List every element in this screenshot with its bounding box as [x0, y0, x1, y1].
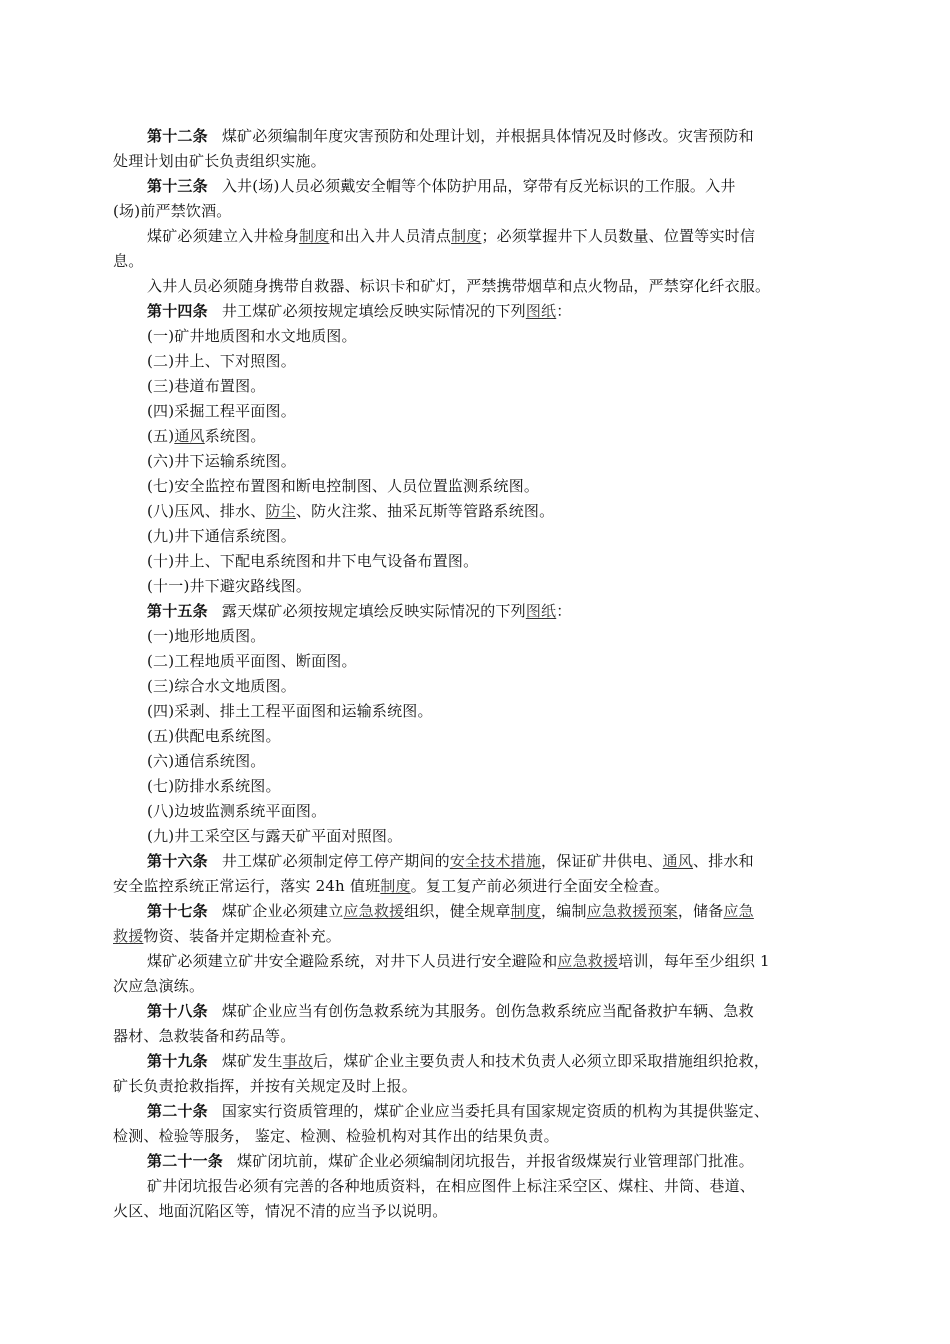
link-tongfeng[interactable]: 通风: [174, 427, 205, 445]
text-segment: 系统图。: [204, 427, 266, 445]
text-segment: ，保证矿井供电、: [541, 852, 663, 870]
list-item: (三)综合水文地质图。: [147, 677, 296, 695]
list-item: (九)井下通信系统图。: [147, 527, 296, 545]
text-segment: 煤矿发生: [221, 1052, 283, 1070]
article-19-line-2: 矿长负责抢救指挥，并按有关规定及时上报。: [113, 1077, 418, 1095]
article-21-para-2-line-2: 火区、地面沉陷区等，情况不清的应当予以说明。: [113, 1202, 448, 1220]
article-13-para-3: 入井人员必须随身携带自救器、标识卡和矿灯，严禁携带烟草和点火物品，严禁穿化纤衣服。: [147, 277, 771, 295]
list-item: (四)采掘工程平面图。: [147, 402, 296, 420]
text-segment: 后，煤矿企业主要负责人和技术负责人必须立即采取措施组织抢救，: [313, 1052, 770, 1070]
text-segment: ；必须掌握井下人员数量、位置等实时信: [481, 227, 756, 245]
list-item: (三)巷道布置图。: [147, 377, 266, 395]
article-21-para-2-line-1: 矿井闭坑报告必须有完善的各种地质资料，在相应图件上标注采空区、煤柱、井筒、巷道、: [147, 1177, 756, 1195]
text-segment: ，编制: [541, 902, 587, 920]
text-segment: 和出入井人员清点: [329, 227, 452, 245]
text-segment: 煤矿必须建立入井检身: [147, 227, 300, 245]
text-segment: 煤矿企业必须建立: [221, 902, 344, 920]
link-tongfeng[interactable]: 通风: [662, 852, 694, 870]
article-12-heading: 第十二条: [147, 127, 208, 145]
article-17-line-2: [113, 924, 833, 949]
text-segment: ：: [556, 302, 572, 320]
link-yingji-jiuyuan[interactable]: 应急救援: [343, 902, 405, 920]
article-21-line-1: [113, 1149, 833, 1174]
link-shigu[interactable]: 事故: [282, 1052, 314, 1070]
article-13-line-1: [113, 174, 833, 199]
article-21-heading: 第二十一条: [147, 1152, 224, 1170]
article-14-text: 井工煤矿必须按规定填绘反映实际情况的下列: [221, 302, 526, 320]
list-item: (二)井上、下对照图。: [147, 352, 296, 370]
article-17-para-2-line-2: 次应急演练。: [113, 977, 205, 995]
link-zhidu[interactable]: 制度: [510, 902, 542, 920]
text-segment: 煤矿必须建立矿井安全避险系统，对井下人员进行安全避险和: [147, 952, 558, 970]
article-12-text: 煤矿必须编制年度灾害预防和处理计划，并根据具体情况及时修改。灾害预防和: [221, 127, 754, 145]
article-16-heading: 第十六条: [147, 852, 208, 870]
list-item: [113, 424, 833, 449]
article-14-line-1: [113, 299, 833, 324]
text-segment: ：: [556, 602, 572, 620]
article-17-heading: 第十七条: [147, 902, 208, 920]
article-16-line-1: [113, 849, 833, 874]
article-15-text: 露天煤矿必须按规定填绘反映实际情况的下列: [221, 602, 526, 620]
text-segment: (五): [147, 427, 175, 445]
link-zhidu[interactable]: 制度: [299, 227, 330, 245]
link-zhidu[interactable]: 制度: [451, 227, 482, 245]
list-item: [113, 499, 833, 524]
article-18-text: 煤矿企业应当有创伤急救系统为其服务。创伤急救系统应当配备救护车辆、急救: [221, 1002, 754, 1020]
article-20-line-1: [113, 1099, 833, 1124]
text-segment: 、防火注浆、抽采瓦斯等管路系统图。: [295, 502, 555, 520]
article-15-heading: 第十五条: [147, 602, 208, 620]
list-item: (一)矿井地质图和水文地质图。: [147, 327, 357, 345]
link-anquan-jishu-cuoshi[interactable]: 安全技术措施: [449, 852, 542, 870]
article-19-heading: 第十九条: [147, 1052, 208, 1070]
list-item: (一)地形地质图。: [147, 627, 266, 645]
article-16-line-2: [113, 874, 833, 899]
text-segment: 。复工复产前必须进行全面安全检查。: [410, 877, 670, 895]
list-item: (四)采剥、排土工程平面图和运输系统图。: [147, 702, 433, 720]
text-segment: ，储备: [677, 902, 724, 920]
link-tuzhi[interactable]: 图纸: [525, 302, 557, 320]
article-13-text: 入井(场)人员必须戴安全帽等个体防护用品，穿带有反光标识的工作服。入井: [221, 177, 736, 195]
article-13-para-2-line-2: 息。: [113, 252, 144, 270]
link-yingji-jiuyuan[interactable]: 应急救援: [557, 952, 619, 970]
article-21-text: 煤矿闭坑前，煤矿企业必须编制闭坑报告，并报省级煤炭行业管理部门批准。: [237, 1152, 754, 1170]
link-fangchen[interactable]: 防尘: [265, 502, 296, 520]
article-18-line-1: [113, 999, 833, 1024]
text-segment: 井工煤矿必须制定停工停产期间的: [221, 852, 450, 870]
document-page: [113, 124, 833, 1224]
list-item: (十)井上、下配电系统图和井下电气设备布置图。: [147, 552, 479, 570]
article-12-line-2: 处理计划由矿长负责组织实施。: [113, 152, 326, 170]
article-17-line-1: [113, 899, 833, 924]
article-15-line-1: [113, 599, 833, 624]
article-13-line-2: (场)前严禁饮酒。: [113, 202, 232, 220]
list-item: (六)通信系统图。: [147, 752, 266, 770]
text-segment: 安全监控系统正常运行，落实 24h 值班: [113, 877, 381, 895]
article-12-line-1: [113, 124, 833, 149]
article-13-para-2-line-1: [113, 224, 833, 249]
article-17-para-2-line-1: [113, 949, 833, 974]
text-segment: 组织，健全规章: [404, 902, 511, 920]
list-item: (十一)井下避灾路线图。: [147, 577, 312, 595]
link-tuzhi[interactable]: 图纸: [525, 602, 557, 620]
list-item: (九)井工采空区与露天矿平面对照图。: [147, 827, 403, 845]
article-20-text: 国家实行资质管理的，煤矿企业应当委托具有国家规定资质的机构为其提供鉴定、: [221, 1102, 770, 1120]
link-yingji[interactable]: 应急: [723, 902, 754, 920]
article-20-line-2: 检测、检验等服务， 鉴定、检测、检验机构对其作出的结果负责。: [113, 1127, 559, 1145]
link-zhidu[interactable]: 制度: [380, 877, 411, 895]
article-13-heading: 第十三条: [147, 177, 208, 195]
list-item: (七)安全监控布置图和断电控制图、人员位置监测系统图。: [147, 477, 540, 495]
link-jiuyuan[interactable]: 救援: [113, 927, 144, 945]
article-18-line-2: 器材、急救装备和药品等。: [113, 1027, 296, 1045]
text-segment: 物资、装备并定期检查补充。: [143, 927, 342, 945]
article-18-heading: 第十八条: [147, 1002, 208, 1020]
article-14-heading: 第十四条: [147, 302, 208, 320]
list-item: (七)防排水系统图。: [147, 777, 281, 795]
text-segment: 培训，每年至少组织 1: [618, 952, 770, 970]
list-item: (八)边坡监测系统平面图。: [147, 802, 327, 820]
link-yingji-jiuyuan-yuan[interactable]: 应急救援预案: [586, 902, 678, 920]
list-item: (五)供配电系统图。: [147, 727, 281, 745]
text-segment: 、排水和: [693, 852, 754, 870]
article-20-heading: 第二十条: [147, 1102, 208, 1120]
list-item: (二)工程地质平面图、断面图。: [147, 652, 357, 670]
list-item: (六)井下运输系统图。: [147, 452, 296, 470]
text-segment: (八)压风、排水、: [147, 502, 266, 520]
article-19-line-1: [113, 1049, 833, 1074]
